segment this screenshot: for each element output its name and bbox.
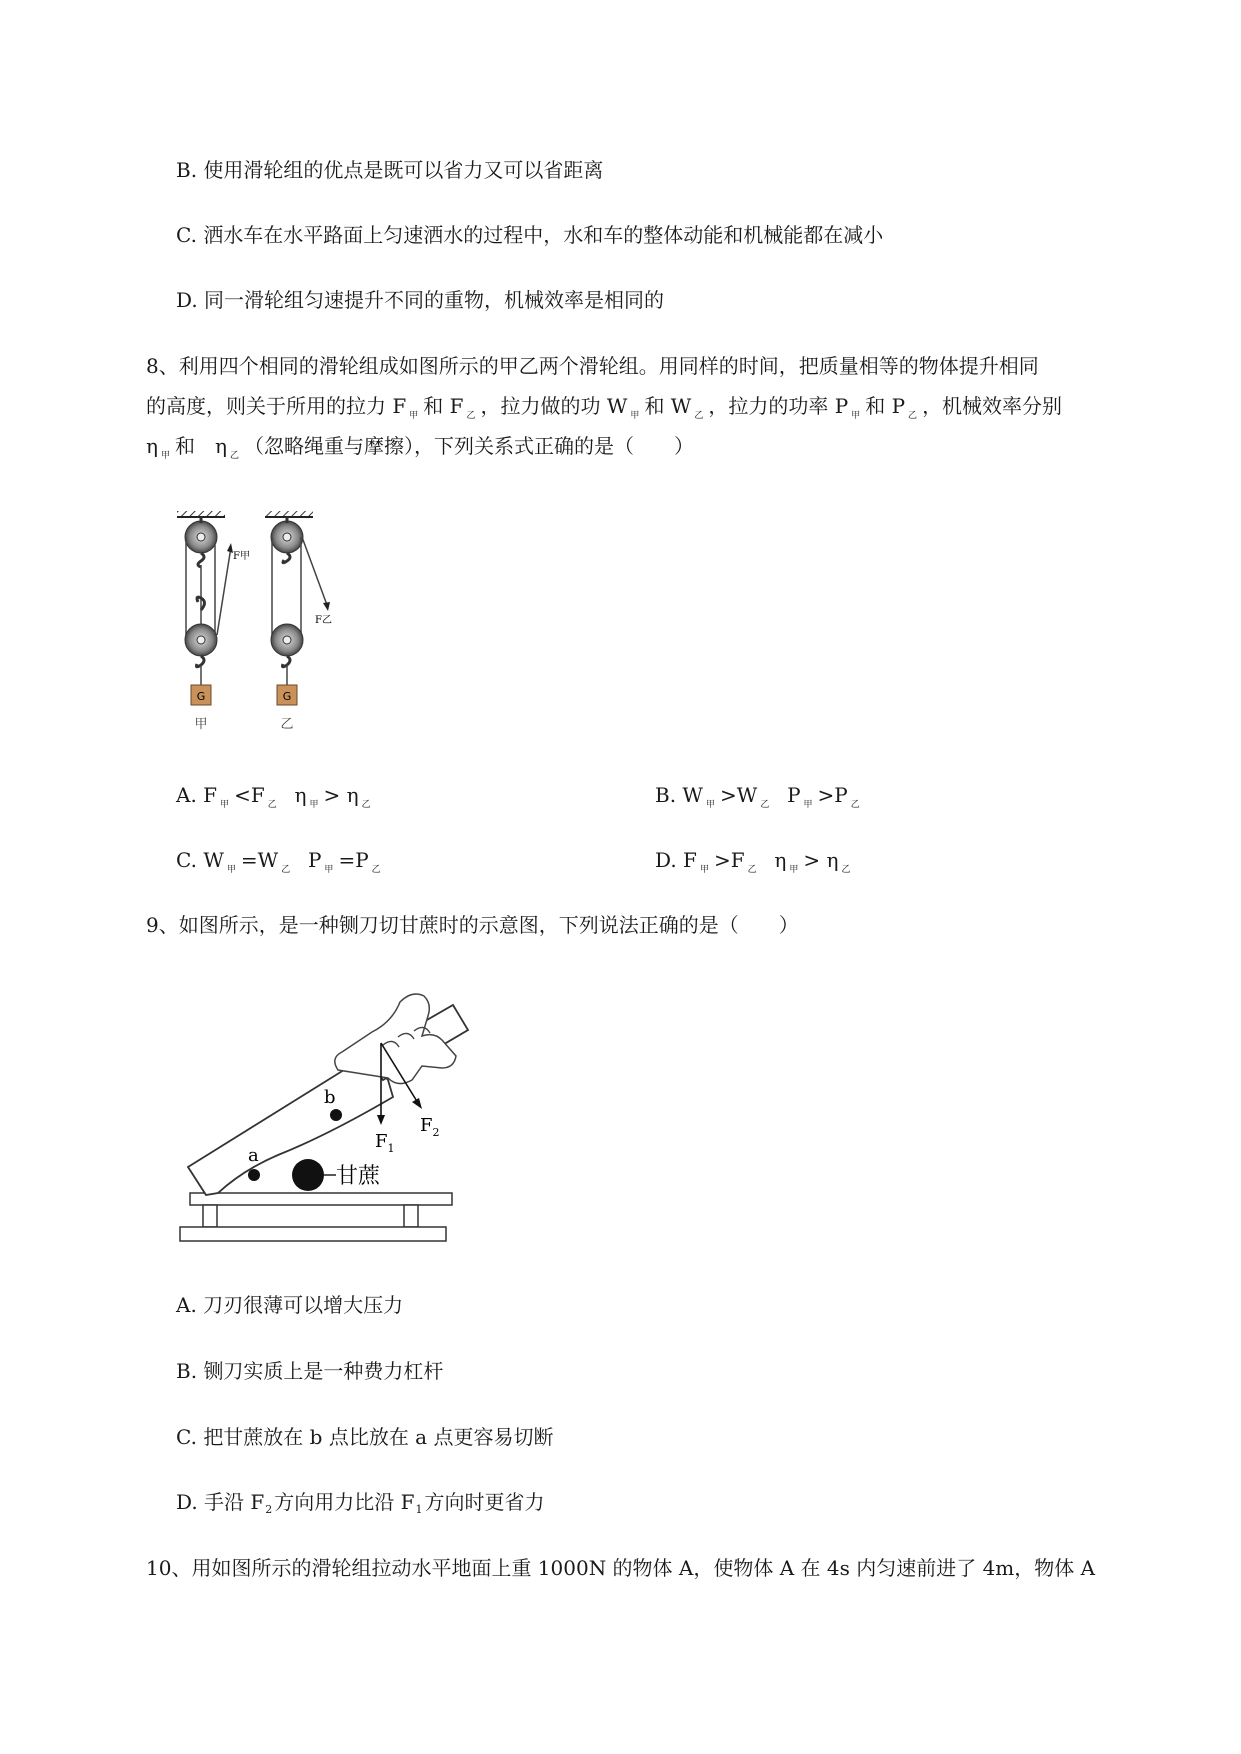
q9-option-b: B. 铡刀实质上是一种费力杠杆 xyxy=(176,1359,444,1383)
q8-option-a: A. F $_甲$ <F $_乙$ η $_甲$ > η $_乙$ xyxy=(176,783,371,810)
pulley-set-jia xyxy=(177,511,250,732)
point-a xyxy=(248,1169,260,1181)
base-plate xyxy=(180,1227,446,1241)
q10-stem: 10、用如图所示的滑轮组拉动水平地面上重 1000N 的物体 A，使物体 A 在 4s 内匀速前进了 4m，物体 A xyxy=(146,1556,1096,1580)
q9-option-a: A. 刀刃很薄可以增大压力 xyxy=(176,1293,404,1317)
svg-text:G: G xyxy=(196,690,206,703)
q8-option-c: C. W $_甲$ =W $_乙$ P $_甲$ =P $_乙$ xyxy=(176,848,381,875)
point-b xyxy=(330,1109,342,1121)
q8-option-d: D. F $_甲$ >F $_乙$ η $_甲$ > η $_乙$ xyxy=(655,848,851,875)
guillotine-figure xyxy=(178,985,478,1245)
force-f2-label: $F_2$ xyxy=(420,1115,440,1139)
q7-option-d: D. 同一滑轮组匀速提升不同的重物，机械效率是相同的 xyxy=(176,288,665,312)
pulley-figure xyxy=(175,505,355,740)
q8-stem-line3: η $_甲$ 和 η $_乙$ （忽略绳重与摩擦），下列关系式正确的是（ ） xyxy=(146,434,694,461)
sugarcane xyxy=(292,1159,324,1191)
q7-option-c: C. 洒水车在水平路面上匀速洒水的过程中，水和车的整体动能和机械能都在减小 xyxy=(176,223,884,247)
q8-stem-line2: 的高度，则关于所用的拉力 F $_甲$ 和 F $_乙$ ，拉力做的功 W $_甲$ 和 W $_乙$ ，拉力的功率 P $_甲$ 和 P $_乙$ ，机械效率分别 xyxy=(146,394,1063,421)
pulley-set-yi xyxy=(265,511,332,732)
svg-text:b: b xyxy=(324,1087,336,1108)
label-jia: 甲 xyxy=(194,717,208,732)
hand xyxy=(335,994,456,1084)
svg-text:G: G xyxy=(282,690,292,703)
label-yi: 乙 xyxy=(280,717,294,732)
q9-option-c: C. 把甘蔗放在 b 点比放在 a 点更容易切断 xyxy=(176,1425,554,1449)
q8-option-b: B. W $_甲$ >W $_乙$ P $_甲$ >P $_乙$ xyxy=(655,783,860,810)
svg-text:a: a xyxy=(248,1145,259,1166)
force-f1-label: $F_1$ xyxy=(375,1131,395,1155)
force-label-yi: F乙 xyxy=(315,615,332,626)
q7-option-b: B. 使用滑轮组的优点是既可以省力又可以省距离 xyxy=(176,158,604,182)
q9-stem: 9、如图所示，是一种铡刀切甘蔗时的示意图，下列说法正确的是（ ） xyxy=(146,913,799,937)
q9-option-d: D. 手沿 $F_2$ 方向用力比沿 $F_1$ 方向时更省力 xyxy=(176,1490,545,1516)
sugarcane-label: 甘蔗 xyxy=(336,1164,381,1189)
q8-stem-line1: 8、利用四个相同的滑轮组成如图所示的甲乙两个滑轮组。用同样的时间，把质量相等的物体提升相同 xyxy=(146,354,1039,378)
force-label-jia: F甲 xyxy=(233,551,250,562)
cutting-board xyxy=(190,1193,452,1205)
